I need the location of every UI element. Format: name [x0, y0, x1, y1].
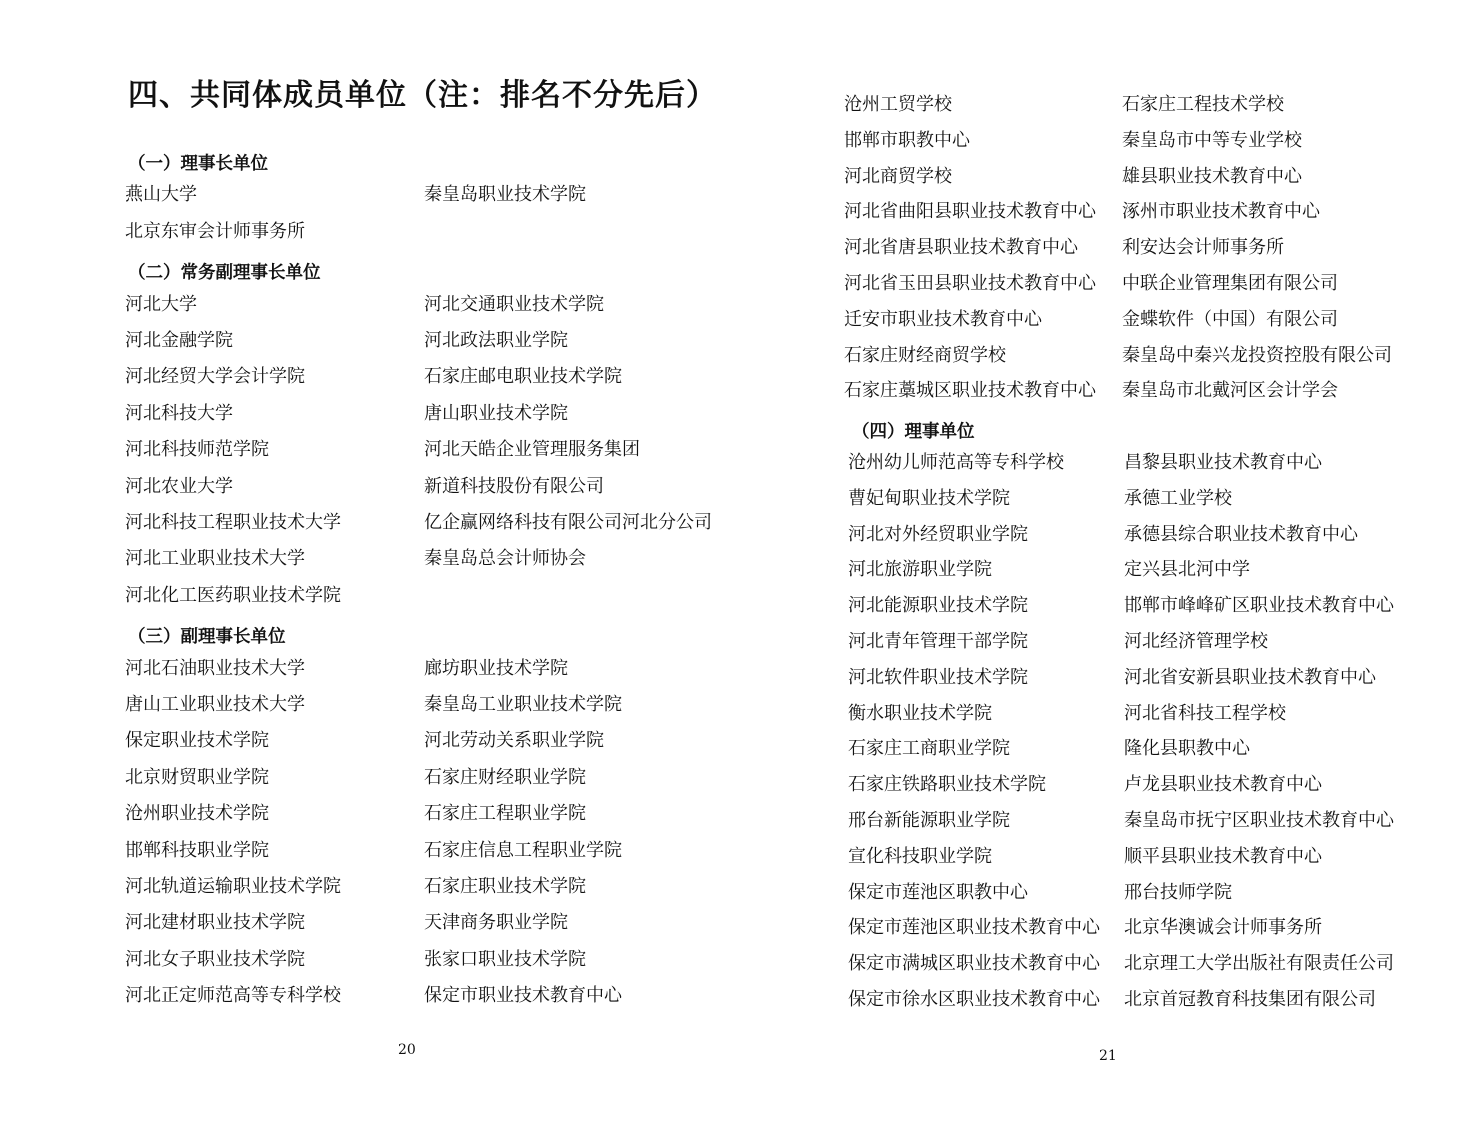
member-unit: 宣化科技职业学院 — [848, 845, 992, 867]
member-unit: 邯郸市职教中心 — [844, 129, 970, 151]
member-unit: 保定市满城区职业技术教育中心 — [848, 953, 1100, 975]
member-unit: 河北能源职业技术学院 — [848, 595, 1028, 617]
member-unit: 张家口职业技术学院 — [424, 948, 586, 970]
member-unit: 北京理工大学出版社有限责任公司 — [1124, 953, 1394, 975]
member-unit: 河北大学 — [125, 293, 197, 315]
member-unit: 定兴县北河中学 — [1124, 559, 1250, 581]
member-unit: 石家庄藁城区职业技术教育中心 — [844, 380, 1096, 402]
member-unit: 河北劳动关系职业学院 — [424, 730, 604, 752]
member-unit: 利安达会计师事务所 — [1122, 237, 1284, 259]
member-unit: 保定市职业技术教育中心 — [424, 985, 622, 1007]
member-unit: 石家庄职业技术学院 — [424, 876, 586, 897]
member-unit: 中联企业管理集团有限公司 — [1122, 273, 1338, 294]
member-unit: 石家庄信息工程职业学院 — [424, 839, 622, 861]
member-unit: 河北科技工程职业技术大学 — [125, 512, 341, 533]
member-unit: 河北省安新县职业技术教育中心 — [1124, 666, 1376, 688]
member-unit: 唐山工业职业技术大学 — [125, 694, 305, 715]
member-unit: 秦皇岛职业技术学院 — [424, 184, 586, 206]
member-unit: 承德工业学校 — [1124, 487, 1232, 509]
member-unit: 邯郸市峰峰矿区职业技术教育中心 — [1124, 595, 1394, 617]
member-unit: 保定职业技术学院 — [125, 730, 269, 752]
member-unit: 涿州市职业技术教育中心 — [1122, 201, 1320, 223]
member-unit: 河北科技大学 — [125, 402, 233, 424]
member-unit: 天津商务职业学院 — [424, 912, 568, 934]
member-unit: 石家庄邮电职业技术学院 — [424, 366, 622, 388]
member-unit: 沧州工贸学校 — [844, 94, 952, 115]
member-unit: 河北省科技工程学校 — [1124, 702, 1286, 724]
member-unit: 秦皇岛工业职业技术学院 — [424, 694, 622, 715]
member-unit: 邢台技师学院 — [1124, 881, 1232, 903]
member-unit: 河北轨道运输职业技术学院 — [125, 876, 341, 897]
member-unit: 唐山职业技术学院 — [424, 402, 568, 424]
member-unit: 承德县综合职业技术教育中心 — [1124, 523, 1358, 545]
section-heading: （二）常务副理事长单位 — [128, 263, 321, 284]
member-unit: 河北青年管理干部学院 — [848, 631, 1028, 652]
member-unit: 廊坊职业技术学院 — [424, 657, 568, 679]
member-unit: 河北软件职业技术学院 — [848, 666, 1028, 688]
member-unit: 河北科技师范学院 — [125, 439, 269, 461]
member-unit: 河北经贸大学会计学院 — [125, 366, 305, 388]
member-unit: 新道科技股份有限公司 — [424, 475, 604, 497]
member-unit: 石家庄工程职业学院 — [424, 803, 586, 825]
member-unit: 石家庄铁路职业技术学院 — [848, 774, 1046, 796]
member-unit: 北京东审会计师事务所 — [125, 220, 305, 242]
member-unit: 北京首冠教育科技集团有限公司 — [1124, 989, 1376, 1010]
member-unit: 顺平县职业技术教育中心 — [1124, 845, 1322, 867]
page-number: 21 — [1099, 1048, 1117, 1064]
member-unit: 河北政法职业学院 — [424, 330, 568, 351]
member-unit: 河北金融学院 — [125, 330, 233, 351]
member-unit: 河北旅游职业学院 — [848, 559, 992, 581]
member-unit: 河北女子职业技术学院 — [125, 948, 305, 970]
member-unit: 秦皇岛市北戴河区会计学会 — [1122, 380, 1338, 402]
member-unit: 迁安市职业技术教育中心 — [844, 308, 1042, 330]
right-page — [740, 0, 1479, 1126]
member-unit: 河北交通职业技术学院 — [424, 293, 604, 315]
member-unit: 昌黎县职业技术教育中心 — [1124, 452, 1322, 473]
member-unit: 保定市徐水区职业技术教育中心 — [848, 989, 1100, 1010]
member-unit: 河北省曲阳县职业技术教育中心 — [844, 201, 1096, 223]
member-unit: 石家庄工商职业学院 — [848, 738, 1010, 760]
member-unit: 北京财贸职业学院 — [125, 766, 269, 788]
member-unit: 河北化工医药职业技术学院 — [125, 584, 341, 606]
member-unit: 河北对外经贸职业学院 — [848, 523, 1028, 545]
member-unit: 邢台新能源职业学院 — [848, 810, 1010, 831]
member-unit: 秦皇岛中秦兴龙投资控股有限公司 — [1122, 344, 1392, 366]
member-unit: 河北工业职业技术大学 — [125, 548, 305, 570]
member-unit: 秦皇岛市中等专业学校 — [1122, 129, 1302, 151]
member-unit: 沧州幼儿师范高等专科学校 — [848, 452, 1064, 473]
member-unit: 河北省唐县职业技术教育中心 — [844, 237, 1078, 259]
member-unit: 保定市莲池区职教中心 — [848, 881, 1028, 903]
member-unit: 河北农业大学 — [125, 475, 233, 497]
section-heading: （四）理事单位 — [852, 422, 975, 443]
member-unit: 河北石油职业技术大学 — [125, 657, 305, 679]
member-unit: 石家庄财经商贸学校 — [844, 344, 1006, 366]
section-title: 四、共同体成员单位（注：排名不分先后） — [128, 78, 717, 113]
page-number: 20 — [398, 1042, 416, 1058]
member-unit: 河北省玉田县职业技术教育中心 — [844, 273, 1096, 294]
member-unit: 河北天皓企业管理服务集团 — [424, 439, 640, 461]
member-unit: 北京华澳诚会计师事务所 — [1124, 917, 1322, 939]
member-unit: 邯郸科技职业学院 — [125, 839, 269, 861]
member-unit: 雄县职业技术教育中心 — [1122, 165, 1302, 187]
member-unit: 秦皇岛总会计师协会 — [424, 548, 586, 570]
member-unit: 亿企赢网络科技有限公司河北分公司 — [424, 512, 712, 533]
member-unit: 河北正定师范高等专科学校 — [125, 985, 341, 1007]
member-unit: 沧州职业技术学院 — [125, 803, 269, 825]
member-unit: 保定市莲池区职业技术教育中心 — [848, 917, 1100, 939]
member-unit: 卢龙县职业技术教育中心 — [1124, 774, 1322, 796]
member-unit: 石家庄工程技术学校 — [1122, 94, 1284, 115]
member-unit: 河北建材职业技术学院 — [125, 912, 305, 934]
member-unit: 燕山大学 — [125, 184, 197, 206]
section-heading: （三）副理事长单位 — [128, 627, 286, 648]
member-unit: 河北商贸学校 — [844, 165, 952, 187]
member-unit: 隆化县职教中心 — [1124, 738, 1250, 760]
member-unit: 石家庄财经职业学院 — [424, 766, 586, 788]
member-unit: 金蝶软件（中国）有限公司 — [1122, 308, 1338, 330]
member-unit: 曹妃甸职业技术学院 — [848, 487, 1010, 509]
member-unit: 河北经济管理学校 — [1124, 631, 1268, 652]
section-heading: （一）理事长单位 — [128, 154, 268, 174]
member-unit: 衡水职业技术学院 — [848, 702, 992, 724]
member-unit: 秦皇岛市抚宁区职业技术教育中心 — [1124, 810, 1394, 831]
